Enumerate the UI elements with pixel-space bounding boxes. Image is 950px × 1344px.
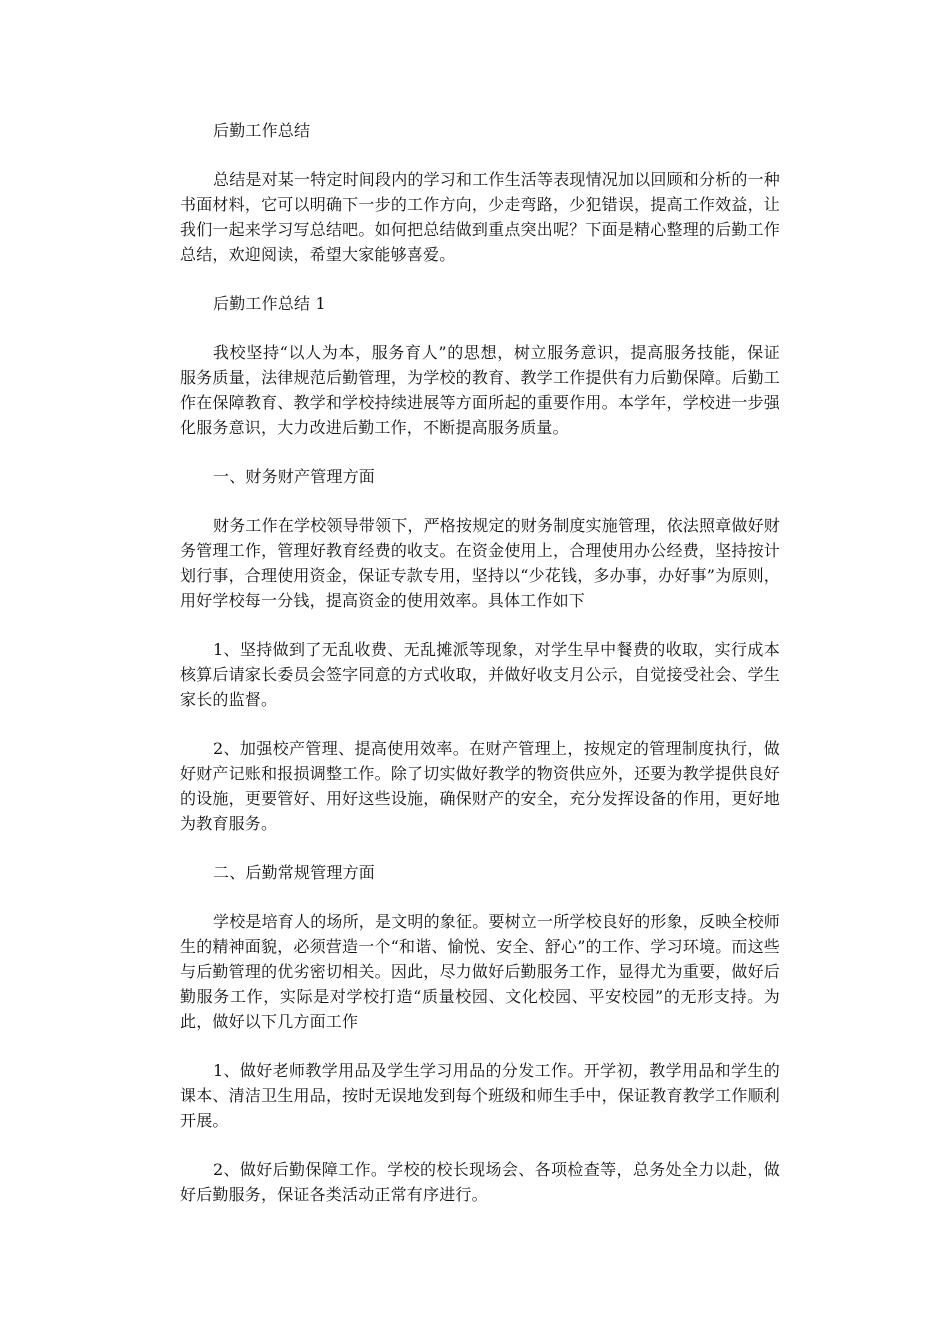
section-title: 后勤工作总结 1 [213, 294, 326, 313]
heading-logistics: 二、后勤常规管理方面 [213, 863, 376, 882]
logistics-item-2: 2、做好后勤保障工作。学校的校长现场会、各项检查等，总务处全力以赴，做好后勤服务，保证各类活动正常有序进行。 [180, 1160, 780, 1204]
logistics-item-1: 1、做好老师教学用品及学生学习用品的分发工作。开学初，教学用品和学生的课本、清洁卫生用品，按时无误地发到每个班级和师生手中，保证教育教学工作顺利开展。 [180, 1061, 780, 1130]
document-page [180, 118, 780, 1231]
paragraph-2: 财务工作在学校领导带领下，严格按规定的财务制度实施管理，依法照章做好财务管理工作，管理好教育经费的收支。在资金使用上，合理使用办公经费，坚持按计划行事，合理使用资金，保证专款专用，坚持以“少花钱，多办事，办好事”为原则，用好学校每一分钱，提高资金的使用效率。具体工作如下 [180, 516, 781, 610]
paragraph-3: 学校是培育人的场所，是文明的象征。要树立一所学校良好的形象，反映全校师生的精神面貌，必须营造一个“和谐、愉悦、安全、舒心”的工作、学习环境。而这些与后勤管理的优劣密切相关。因此，尽力做好后勤服务工作，显得尤为重要，做好后勤服务工作，实际是对学校打造“质量校园、文化校园、平安校园”的无形支持。为此，做好以下几方面工作 [180, 912, 781, 1031]
intro-paragraph: 总结是对某一特定时间段内的学习和工作生活等表现情况加以回顾和分析的一种书面材料，它可以明确下一步的工作方向，少走弯路，少犯错误，提高工作效益，让我们一起来学习写总结吧。如何把总结做到重点突出呢？下面是精心整理的后勤工作总结，欢迎阅读，希望大家能够喜爱。 [180, 170, 781, 264]
finance-item-2: 2、加强校产管理、提高使用效率。在财产管理上，按规定的管理制度执行，做好财产记账和报损调整工作。除了切实做好教学的物资供应外，还要为教学提供良好的设施，更要管好、用好这些设施，确保财产的安全，充分发挥设备的作用，更好地为教育服务。 [180, 739, 780, 833]
finance-item-1: 1、坚持做到了无乱收费、无乱摊派等现象，对学生早中餐费的收取，实行成本核算后请家长委员会签字同意的方式收取，并做好收支月公示，自觉接受社会、学生家长的监督。 [180, 640, 780, 709]
document-title: 后勤工作总结 [213, 121, 311, 140]
heading-finance: 一、财务财产管理方面 [213, 467, 376, 486]
paragraph-1: 我校坚持“以人为本，服务育人”的思想，树立服务意识，提高服务技能，保证服务质量，法律规范后勤管理，为学校的教育、教学工作提供有力后勤保障。后勤工作在保障教育、教学和学校持续进展等方面所起的重要作用。本学年，学校进一步强化服务意识，大力改进后勤工作，不断提高服务质量。 [180, 343, 780, 437]
